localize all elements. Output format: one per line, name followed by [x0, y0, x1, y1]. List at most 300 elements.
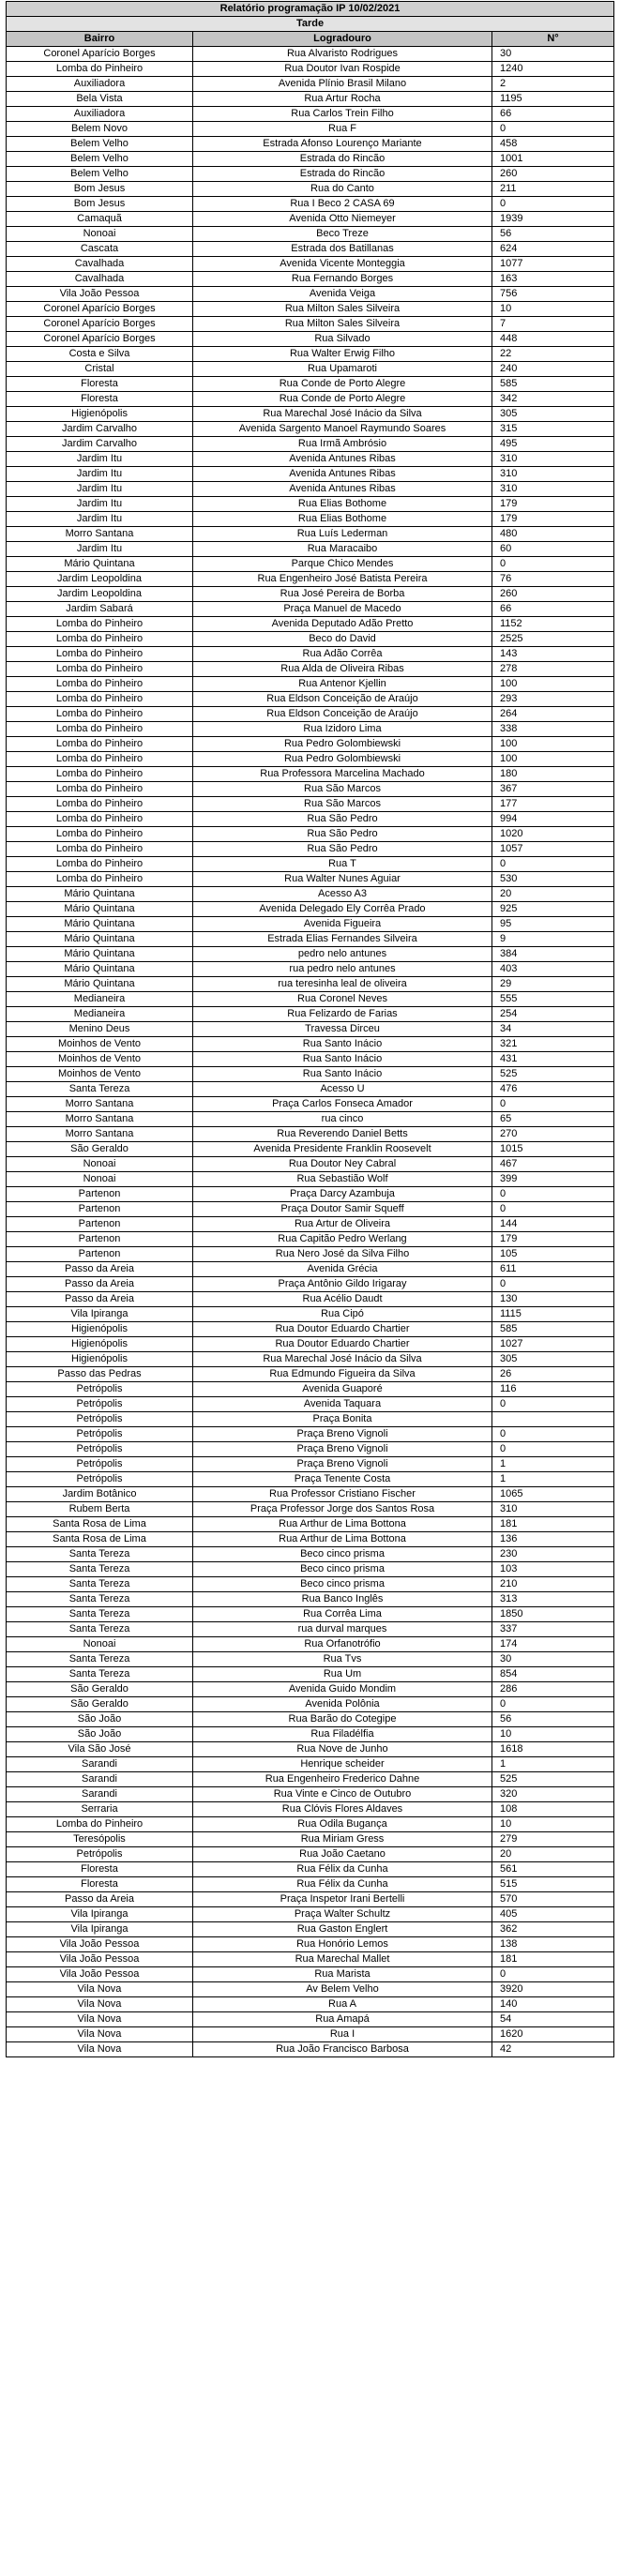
- cell-numero: 179: [492, 497, 614, 512]
- cell-logradouro: Travessa Dirceu: [193, 1022, 492, 1037]
- table-row: [7, 467, 614, 482]
- cell-bairro: Medianeira: [7, 1007, 193, 1022]
- table-row: [7, 1832, 614, 1847]
- cell-bairro: Belem Velho: [7, 167, 193, 182]
- cell-bairro: Lomba do Pinheiro: [7, 797, 193, 812]
- table-row: [7, 752, 614, 767]
- cell-logradouro: Rua São Marcos: [193, 782, 492, 797]
- cell-logradouro: Avenida Figueira: [193, 917, 492, 932]
- cell-logradouro: Praça Breno Vignoli: [193, 1442, 492, 1457]
- cell-bairro: Mário Quintana: [7, 977, 193, 992]
- cell-logradouro: Beco cinco prisma: [193, 1577, 492, 1592]
- table-row: [7, 647, 614, 662]
- cell-numero: 56: [492, 1712, 614, 1727]
- cell-logradouro: Rua Vinte e Cinco de Outubro: [193, 1787, 492, 1802]
- report-title: Relatório programação IP 10/02/2021: [7, 2, 614, 17]
- table-row: [7, 992, 614, 1007]
- cell-logradouro: Estrada dos Batillanas: [193, 242, 492, 257]
- table-row: [7, 1952, 614, 1967]
- table-row: [7, 1262, 614, 1277]
- table-row: [7, 47, 614, 62]
- cell-bairro: São Geraldo: [7, 1142, 193, 1157]
- cell-bairro: Moinhos de Vento: [7, 1037, 193, 1052]
- cell-numero: 10: [492, 1727, 614, 1742]
- cell-bairro: Higienópolis: [7, 1337, 193, 1352]
- cell-bairro: Petrópolis: [7, 1442, 193, 1457]
- cell-numero: 310: [492, 467, 614, 482]
- table-row: [7, 1217, 614, 1232]
- cell-logradouro: Rua Alvaristo Rodrigues: [193, 47, 492, 62]
- cell-logradouro: rua cinco: [193, 1112, 492, 1127]
- cell-bairro: Jardim Itu: [7, 542, 193, 557]
- cell-logradouro: Acesso U: [193, 1082, 492, 1097]
- cell-bairro: Jardim Itu: [7, 467, 193, 482]
- cell-numero: 0: [492, 1427, 614, 1442]
- table-row: [7, 1307, 614, 1322]
- cell-bairro: Lomba do Pinheiro: [7, 647, 193, 662]
- table-row: [7, 1817, 614, 1832]
- cell-bairro: Santa Rosa de Lima: [7, 1517, 193, 1532]
- cell-numero: 143: [492, 647, 614, 662]
- cell-numero: 20: [492, 887, 614, 902]
- cell-bairro: São João: [7, 1727, 193, 1742]
- cell-numero: 1077: [492, 257, 614, 272]
- cell-numero: 30: [492, 1652, 614, 1667]
- cell-bairro: Petrópolis: [7, 1382, 193, 1397]
- table-row: [7, 452, 614, 467]
- table-row: [7, 1247, 614, 1262]
- cell-logradouro: Parque Chico Mendes: [193, 557, 492, 572]
- table-row: [7, 287, 614, 302]
- cell-logradouro: Praça Manuel de Macedo: [193, 602, 492, 617]
- table-row: [7, 422, 614, 437]
- cell-numero: 230: [492, 1547, 614, 1562]
- cell-numero: 367: [492, 782, 614, 797]
- table-row: [7, 1202, 614, 1217]
- cell-bairro: Santa Tereza: [7, 1667, 193, 1682]
- table-row: [7, 377, 614, 392]
- cell-bairro: Mário Quintana: [7, 887, 193, 902]
- cell-bairro: Lomba do Pinheiro: [7, 1817, 193, 1832]
- cell-logradouro: Avenida Veiga: [193, 287, 492, 302]
- cell-numero: 994: [492, 812, 614, 827]
- cell-numero: 181: [492, 1952, 614, 1967]
- cell-logradouro: Rua Marechal Mallet: [193, 1952, 492, 1967]
- cell-logradouro: Rua do Canto: [193, 182, 492, 197]
- cell-numero: 1065: [492, 1487, 614, 1502]
- cell-logradouro: Rua Clóvis Flores Aldaves: [193, 1802, 492, 1817]
- cell-bairro: Jardim Leopoldina: [7, 572, 193, 587]
- table-row: [7, 1142, 614, 1157]
- cell-bairro: Mário Quintana: [7, 902, 193, 917]
- table-row: [7, 572, 614, 587]
- cell-logradouro: Avenida Vicente Monteggia: [193, 257, 492, 272]
- cell-bairro: Morro Santana: [7, 1127, 193, 1142]
- cell-numero: 403: [492, 962, 614, 977]
- cell-numero: 180: [492, 767, 614, 782]
- cell-bairro: Nonoai: [7, 1637, 193, 1652]
- cell-numero: 458: [492, 137, 614, 152]
- cell-numero: 495: [492, 437, 614, 452]
- cell-numero: 7: [492, 317, 614, 332]
- report-period: Tarde: [7, 17, 614, 32]
- table-row: [7, 1547, 614, 1562]
- table-row: [7, 1607, 614, 1622]
- table-row: [7, 1787, 614, 1802]
- table-row: [7, 842, 614, 857]
- cell-numero: 342: [492, 392, 614, 407]
- cell-numero: 56: [492, 227, 614, 242]
- cell-bairro: Higienópolis: [7, 1352, 193, 1367]
- table-row: [7, 1007, 614, 1022]
- cell-logradouro: Rua Adão Corrêa: [193, 647, 492, 662]
- cell-numero: 1015: [492, 1142, 614, 1157]
- cell-logradouro: Rua Doutor Eduardo Chartier: [193, 1337, 492, 1352]
- cell-numero: 362: [492, 1922, 614, 1937]
- cell-bairro: Petrópolis: [7, 1397, 193, 1412]
- cell-bairro: Serraria: [7, 1802, 193, 1817]
- cell-numero: 467: [492, 1157, 614, 1172]
- cell-numero: 179: [492, 1232, 614, 1247]
- cell-numero: 0: [492, 1097, 614, 1112]
- cell-logradouro: Estrada Afonso Lourenço Mariante: [193, 137, 492, 152]
- cell-bairro: Jardim Sabará: [7, 602, 193, 617]
- cell-logradouro: Estrada do Rincão: [193, 152, 492, 167]
- cell-numero: 570: [492, 1892, 614, 1907]
- cell-numero: 1115: [492, 1307, 614, 1322]
- column-header-bairro: Bairro: [7, 32, 193, 47]
- cell-numero: 42: [492, 2042, 614, 2057]
- cell-bairro: Vila João Pessoa: [7, 1937, 193, 1952]
- table-row: [7, 1592, 614, 1607]
- cell-logradouro: Praça Darcy Azambuja: [193, 1187, 492, 1202]
- cell-logradouro: Rua Doutor Eduardo Chartier: [193, 1322, 492, 1337]
- table-row: [7, 707, 614, 722]
- cell-logradouro: Rua I Beco 2 CASA 69: [193, 197, 492, 212]
- cell-bairro: Santa Tereza: [7, 1622, 193, 1637]
- cell-logradouro: Rua Marechal José Inácio da Silva: [193, 407, 492, 422]
- cell-logradouro: Avenida Presidente Franklin Roosevelt: [193, 1142, 492, 1157]
- table-row: [7, 1052, 614, 1067]
- table-row: [7, 1427, 614, 1442]
- cell-numero: 310: [492, 1502, 614, 1517]
- cell-logradouro: Rua Conde de Porto Alegre: [193, 392, 492, 407]
- cell-logradouro: rua pedro nelo antunes: [193, 962, 492, 977]
- cell-numero: 321: [492, 1037, 614, 1052]
- cell-bairro: Vila Nova: [7, 1997, 193, 2012]
- cell-logradouro: Rua Reverendo Daniel Betts: [193, 1127, 492, 1142]
- cell-bairro: Coronel Aparício Borges: [7, 47, 193, 62]
- cell-numero: 54: [492, 2012, 614, 2027]
- cell-logradouro: Rua Professor Cristiano Fischer: [193, 1487, 492, 1502]
- cell-logradouro: Avenida Deputado Adão Pretto: [193, 617, 492, 632]
- table-row: [7, 152, 614, 167]
- cell-bairro: Lomba do Pinheiro: [7, 782, 193, 797]
- cell-logradouro: Avenida Antunes Ribas: [193, 467, 492, 482]
- cell-bairro: Vila João Pessoa: [7, 287, 193, 302]
- cell-logradouro: Rua Fernando Borges: [193, 272, 492, 287]
- cell-bairro: Mário Quintana: [7, 962, 193, 977]
- cell-numero: 431: [492, 1052, 614, 1067]
- table-row: [7, 1907, 614, 1922]
- cell-bairro: Lomba do Pinheiro: [7, 722, 193, 737]
- cell-numero: 337: [492, 1622, 614, 1637]
- cell-bairro: São Geraldo: [7, 1697, 193, 1712]
- cell-bairro: Cascata: [7, 242, 193, 257]
- table-row: [7, 932, 614, 947]
- table-row: [7, 1067, 614, 1082]
- table-row: [7, 77, 614, 92]
- cell-bairro: Vila Ipiranga: [7, 1922, 193, 1937]
- cell-logradouro: Rua Arthur de Lima Bottona: [193, 1532, 492, 1547]
- cell-bairro: Jardim Carvalho: [7, 437, 193, 452]
- cell-bairro: Petrópolis: [7, 1472, 193, 1487]
- cell-logradouro: Rua Eldson Conceição de Araújo: [193, 692, 492, 707]
- table-row: [7, 1802, 614, 1817]
- cell-logradouro: Rua Marista: [193, 1967, 492, 1982]
- cell-logradouro: Praça Tenente Costa: [193, 1472, 492, 1487]
- cell-logradouro: Praça Carlos Fonseca Amador: [193, 1097, 492, 1112]
- cell-bairro: Lomba do Pinheiro: [7, 632, 193, 647]
- cell-logradouro: Rua Pedro Golombiewski: [193, 737, 492, 752]
- table-row: [7, 1352, 614, 1367]
- cell-numero: 3920: [492, 1982, 614, 1997]
- cell-logradouro: Avenida Guido Mondim: [193, 1682, 492, 1697]
- cell-numero: 315: [492, 422, 614, 437]
- cell-numero: 1152: [492, 617, 614, 632]
- table-row: [7, 692, 614, 707]
- cell-logradouro: Rua Artur de Oliveira: [193, 1217, 492, 1232]
- table-row: [7, 902, 614, 917]
- cell-bairro: Vila Nova: [7, 2027, 193, 2042]
- cell-logradouro: Rua Artur Rocha: [193, 92, 492, 107]
- column-header-logradouro: Logradouro: [193, 32, 492, 47]
- cell-numero: 1: [492, 1457, 614, 1472]
- cell-numero: 29: [492, 977, 614, 992]
- cell-logradouro: Rua Conde de Porto Alegre: [193, 377, 492, 392]
- cell-numero: 0: [492, 1442, 614, 1457]
- table-row: [7, 2042, 614, 2057]
- cell-numero: 138: [492, 1937, 614, 1952]
- table-row: [7, 482, 614, 497]
- cell-bairro: Nonoai: [7, 1157, 193, 1172]
- cell-bairro: Vila Ipiranga: [7, 1907, 193, 1922]
- cell-bairro: Petrópolis: [7, 1457, 193, 1472]
- table-row: [7, 1682, 614, 1697]
- cell-bairro: Mário Quintana: [7, 917, 193, 932]
- table-row: [7, 407, 614, 422]
- table-row: [7, 1637, 614, 1652]
- cell-numero: 10: [492, 1817, 614, 1832]
- cell-bairro: Santa Tereza: [7, 1592, 193, 1607]
- cell-bairro: Belem Novo: [7, 122, 193, 137]
- table-row: [7, 812, 614, 827]
- cell-logradouro: Praça Antônio Gildo Irigaray: [193, 1277, 492, 1292]
- cell-numero: 515: [492, 1877, 614, 1892]
- cell-bairro: Belem Velho: [7, 137, 193, 152]
- table-row: [7, 497, 614, 512]
- table-row: [7, 962, 614, 977]
- table-row: [7, 1937, 614, 1952]
- table-row: [7, 947, 614, 962]
- cell-bairro: Lomba do Pinheiro: [7, 662, 193, 677]
- cell-logradouro: Rua Elias Bothome: [193, 497, 492, 512]
- cell-numero: 20: [492, 1847, 614, 1862]
- cell-numero: 305: [492, 1352, 614, 1367]
- cell-numero: 136: [492, 1532, 614, 1547]
- table-row: [7, 1772, 614, 1787]
- table-row: [7, 737, 614, 752]
- table-row: [7, 212, 614, 227]
- cell-bairro: Santa Tereza: [7, 1577, 193, 1592]
- table-row: [7, 227, 614, 242]
- cell-bairro: Vila Nova: [7, 1982, 193, 1997]
- cell-numero: 2525: [492, 632, 614, 647]
- cell-numero: 320: [492, 1787, 614, 1802]
- cell-numero: 561: [492, 1862, 614, 1877]
- cell-bairro: Partenon: [7, 1202, 193, 1217]
- cell-bairro: Jardim Carvalho: [7, 422, 193, 437]
- table-row: [7, 917, 614, 932]
- cell-numero: 0: [492, 1187, 614, 1202]
- cell-numero: 0: [492, 1397, 614, 1412]
- table-row: [7, 1667, 614, 1682]
- cell-logradouro: Rua Eldson Conceição de Araújo: [193, 707, 492, 722]
- cell-logradouro: Rua Milton Sales Silveira: [193, 317, 492, 332]
- cell-logradouro: Avenida Taquara: [193, 1397, 492, 1412]
- cell-numero: 130: [492, 1292, 614, 1307]
- cell-bairro: Santa Tereza: [7, 1652, 193, 1667]
- cell-logradouro: Rua Santo Inácio: [193, 1037, 492, 1052]
- cell-bairro: Cavalhada: [7, 272, 193, 287]
- table-row: [7, 1622, 614, 1637]
- table-row: [7, 392, 614, 407]
- cell-logradouro: Rua Corrêa Lima: [193, 1607, 492, 1622]
- cell-logradouro: Rua Miriam Gress: [193, 1832, 492, 1847]
- cell-logradouro: Praça Professor Jorge dos Santos Rosa: [193, 1502, 492, 1517]
- cell-numero: 95: [492, 917, 614, 932]
- cell-numero: 0: [492, 122, 614, 137]
- table-row: [7, 347, 614, 362]
- cell-bairro: Floresta: [7, 377, 193, 392]
- cell-numero: 0: [492, 1697, 614, 1712]
- cell-logradouro: Rua Orfanotrófio: [193, 1637, 492, 1652]
- cell-bairro: Bom Jesus: [7, 197, 193, 212]
- cell-numero: 310: [492, 452, 614, 467]
- cell-bairro: Partenon: [7, 1247, 193, 1262]
- cell-numero: 1: [492, 1757, 614, 1772]
- table-row: [7, 62, 614, 77]
- cell-numero: 585: [492, 377, 614, 392]
- cell-numero: 399: [492, 1172, 614, 1187]
- cell-numero: 0: [492, 1202, 614, 1217]
- cell-logradouro: Rua Engenheiro José Batista Pereira: [193, 572, 492, 587]
- cell-bairro: Floresta: [7, 1877, 193, 1892]
- cell-bairro: Belem Velho: [7, 152, 193, 167]
- table-row: [7, 1412, 614, 1427]
- cell-logradouro: rua durval marques: [193, 1622, 492, 1637]
- cell-logradouro: Rua Elias Bothome: [193, 512, 492, 527]
- cell-logradouro: Rua Engenheiro Frederico Dahne: [193, 1772, 492, 1787]
- cell-bairro: Jardim Itu: [7, 452, 193, 467]
- cell-bairro: Sarandi: [7, 1757, 193, 1772]
- table-row: [7, 1367, 614, 1382]
- cell-bairro: Lomba do Pinheiro: [7, 827, 193, 842]
- cell-logradouro: Rua Arthur de Lima Bottona: [193, 1517, 492, 1532]
- table-row: [7, 527, 614, 542]
- cell-logradouro: Rua Santo Inácio: [193, 1067, 492, 1082]
- cell-bairro: Jardim Botânico: [7, 1487, 193, 1502]
- table-row: [7, 512, 614, 527]
- cell-bairro: Santa Tereza: [7, 1547, 193, 1562]
- table-row: [7, 1517, 614, 1532]
- table-row: [7, 1892, 614, 1907]
- cell-numero: 476: [492, 1082, 614, 1097]
- cell-bairro: Coronel Aparício Borges: [7, 302, 193, 317]
- table-row: [7, 107, 614, 122]
- cell-bairro: Camaquã: [7, 212, 193, 227]
- cell-numero: 480: [492, 527, 614, 542]
- cell-logradouro: Rua Odila Bugança: [193, 1817, 492, 1832]
- table-row: [7, 1127, 614, 1142]
- cell-numero: 65: [492, 1112, 614, 1127]
- cell-logradouro: Rua Santo Inácio: [193, 1052, 492, 1067]
- cell-logradouro: Rua Carlos Trein Filho: [193, 107, 492, 122]
- cell-numero: 2: [492, 77, 614, 92]
- cell-bairro: Jardim Itu: [7, 497, 193, 512]
- cell-bairro: Higienópolis: [7, 1322, 193, 1337]
- cell-logradouro: Rua São Pedro: [193, 827, 492, 842]
- table-row: [7, 302, 614, 317]
- table-row: [7, 1082, 614, 1097]
- cell-logradouro: Rua Félix da Cunha: [193, 1877, 492, 1892]
- cell-numero: 1: [492, 1472, 614, 1487]
- cell-numero: 279: [492, 1832, 614, 1847]
- table-row: [7, 437, 614, 452]
- table-row: [7, 1877, 614, 1892]
- cell-logradouro: Estrada do Rincão: [193, 167, 492, 182]
- cell-logradouro: Avenida Otto Niemeyer: [193, 212, 492, 227]
- table-row: [7, 767, 614, 782]
- cell-logradouro: Rua Nero José da Silva Filho: [193, 1247, 492, 1262]
- cell-bairro: Mário Quintana: [7, 947, 193, 962]
- table-row: [7, 317, 614, 332]
- cell-logradouro: Praça Breno Vignoli: [193, 1457, 492, 1472]
- cell-logradouro: Rua Banco Inglês: [193, 1592, 492, 1607]
- cell-logradouro: pedro nelo antunes: [193, 947, 492, 962]
- cell-numero: 0: [492, 857, 614, 872]
- table-row: [7, 977, 614, 992]
- table-row: [7, 167, 614, 182]
- cell-numero: 0: [492, 1967, 614, 1982]
- cell-logradouro: Rua São Pedro: [193, 812, 492, 827]
- report-table: [6, 1, 614, 2057]
- cell-bairro: Passo da Areia: [7, 1277, 193, 1292]
- cell-logradouro: Beco cinco prisma: [193, 1562, 492, 1577]
- table-row: [7, 1442, 614, 1457]
- table-row: [7, 1382, 614, 1397]
- table-row: [7, 1187, 614, 1202]
- cell-numero: 530: [492, 872, 614, 887]
- cell-logradouro: Rua Barão do Cotegipe: [193, 1712, 492, 1727]
- cell-numero: 854: [492, 1667, 614, 1682]
- cell-logradouro: Henrique scheider: [193, 1757, 492, 1772]
- cell-bairro: Lomba do Pinheiro: [7, 677, 193, 692]
- cell-logradouro: Rua Izidoro Lima: [193, 722, 492, 737]
- table-row: [7, 1337, 614, 1352]
- cell-logradouro: Praça Doutor Samir Squeff: [193, 1202, 492, 1217]
- cell-numero: 34: [492, 1022, 614, 1037]
